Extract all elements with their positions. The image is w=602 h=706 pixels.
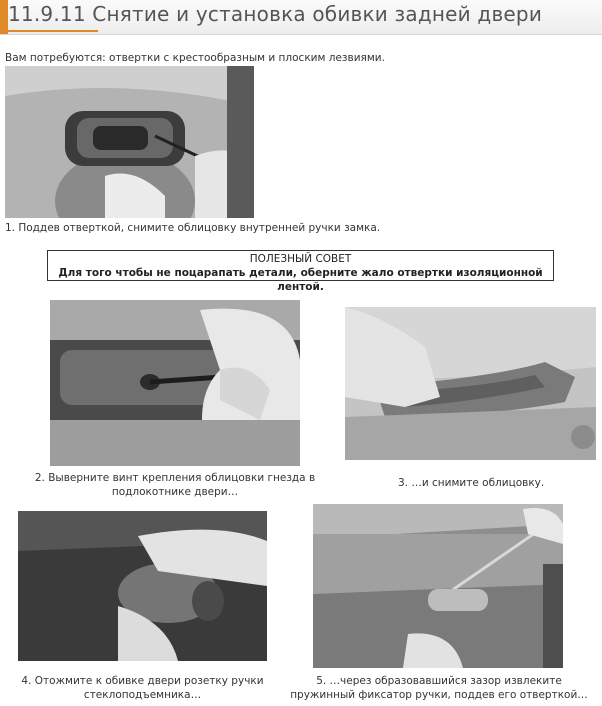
photo-step-5 <box>313 504 563 668</box>
photo-step-3 <box>345 307 596 460</box>
caption-step-2 <box>20 471 330 499</box>
caption-step-4-line2: стеклоподъемника… <box>83 689 202 701</box>
caption-step-1: 1. Поддев отверткой, снимите облицовку внутренней ручки замка. <box>5 222 381 234</box>
caption-step-3: 3. …и снимите облицовку. <box>398 477 545 489</box>
photo-step-2 <box>50 300 300 466</box>
tools-needed-text: Вам потребуются: отвертки с крестообразным и плоским лезвиями. <box>5 52 385 64</box>
tip-body: Для того чтобы не поцарапать детали, оберните жало отвертки изоляционной лентой. <box>58 267 543 293</box>
caption-step-4-line1: 4. Отожмите к обивке двери розетку ручки <box>21 675 264 687</box>
useful-tip-box <box>47 250 554 293</box>
caption-step-4 <box>18 674 267 702</box>
caption-step-5-line1: 5. …через образовавшийся зазор извлеките <box>316 675 562 687</box>
caption-step-2-line2: подлокотнике двери… <box>111 486 239 498</box>
caption-step-5 <box>280 674 598 702</box>
title-bar <box>0 0 602 35</box>
page-title: 11.9.11 Снятие и установка обивки задней двери <box>8 2 543 26</box>
caption-step-2-line1: 2. Выверните винт крепления облицовки гнезда в <box>34 472 316 484</box>
caption-step-5-line2: пружинный фиксатор ручки, поддев его отверткой… <box>290 689 588 701</box>
title-accent <box>0 0 8 34</box>
title-underline <box>8 30 98 32</box>
photo-step-4 <box>18 511 267 661</box>
tip-heading: ПОЛЕЗНЫЙ СОВЕТ <box>249 253 352 265</box>
photo-step-1 <box>5 66 254 218</box>
